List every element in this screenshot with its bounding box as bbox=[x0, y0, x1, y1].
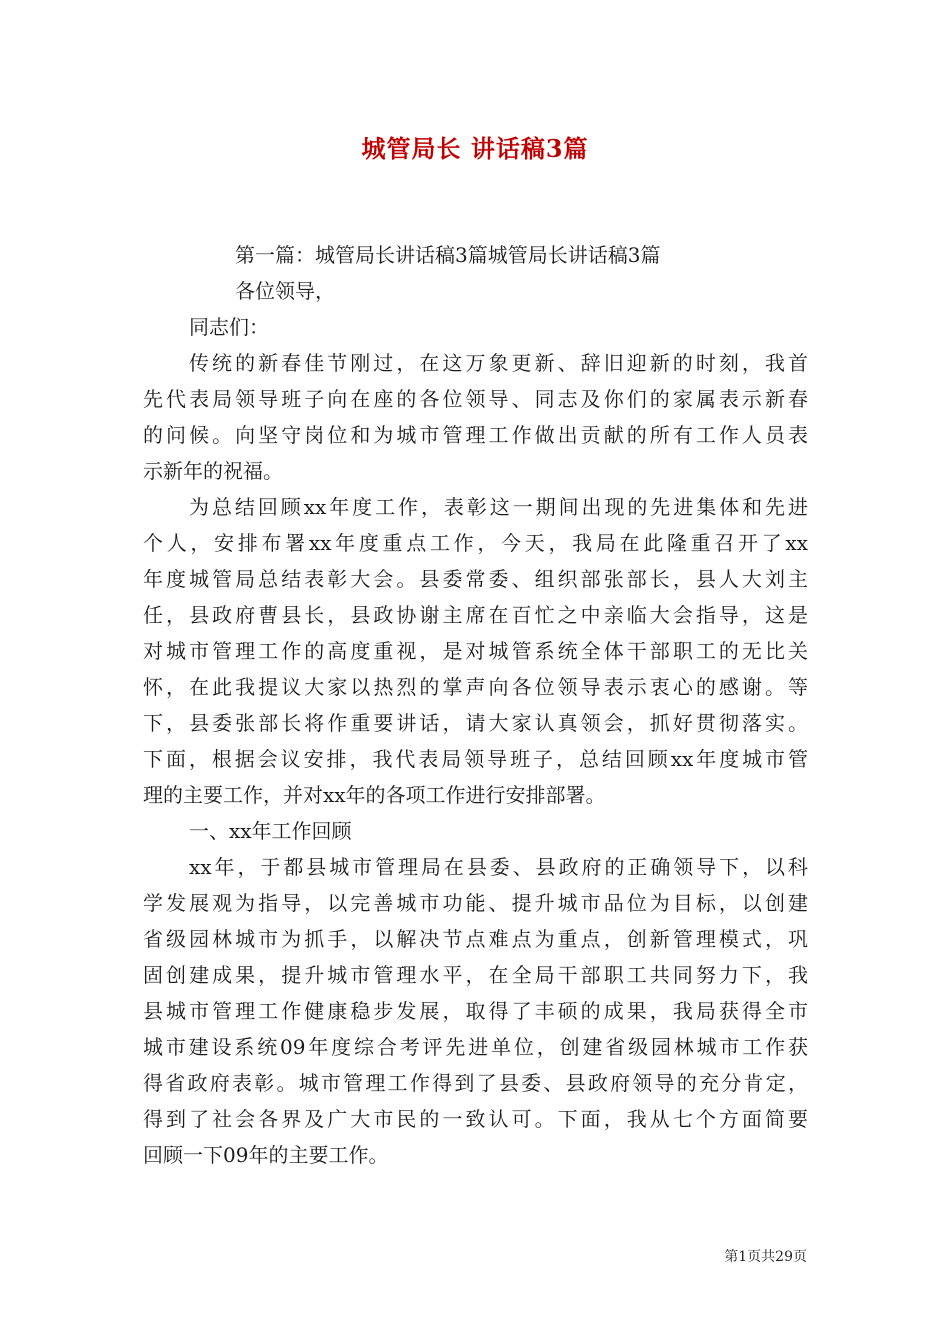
text-line: 得到了社会各界及广大市民的一致认可。下面，我从七个方面简要 bbox=[143, 1107, 808, 1131]
text-line: 县城市管理工作健康稳步发展，取得了丰硕的成果，我局获得全市 bbox=[143, 999, 808, 1023]
text-line: 年度城管局总结表彰大会。县委常委、组织部张部长，县人大刘主 bbox=[143, 567, 808, 591]
text-line: 任，县政府曹县长，县政协谢主席在百忙之中亲临大会指导，这是 bbox=[143, 603, 808, 627]
text-line: 固创建成果，提升城市管理水平，在全局干部职工共同努力下，我 bbox=[143, 963, 808, 987]
text-line: 传统的新春佳节刚过，在这万象更新、辞旧迎新的时刻，我首 bbox=[189, 351, 808, 375]
text-line: 回顾一下09年的主要工作。 bbox=[143, 1143, 389, 1167]
text-line: 下面，根据会议安排，我代表局领导班子，总结回顾xx年度城市管 bbox=[143, 747, 808, 771]
text-line: 学发展观为指导，以完善城市功能、提升城市品位为目标，以创建 bbox=[143, 891, 808, 915]
text-line: 对城市管理工作的高度重视，是对城管系统全体干部职工的无比关 bbox=[143, 639, 808, 663]
page-number: 第1页共29页 bbox=[724, 1249, 807, 1265]
text-line: 怀，在此我提议大家以热烈的掌声向各位领导表示衷心的感谢。等 bbox=[143, 675, 808, 699]
text-line: 第一篇：城管局长讲话稿3篇城管局长讲话稿3篇 bbox=[235, 243, 661, 267]
text-line: 下，县委张部长将作重要讲话，请大家认真领会，抓好贯彻落实。 bbox=[143, 711, 808, 735]
text-line: 为总结回顾xx年度工作，表彰这一期间出现的先进集体和先进 bbox=[189, 495, 808, 519]
text-line: 各位领导， bbox=[235, 279, 335, 303]
text-line: 的问候。向坚守岗位和为城市管理工作做出贡献的所有工作人员表 bbox=[143, 423, 808, 447]
text-line: 城市建设系统09年度综合考评先进单位，创建省级园林城市工作获 bbox=[143, 1035, 808, 1059]
text-line: 示新年的祝福。 bbox=[143, 459, 283, 483]
text-line: xx年，于都县城市管理局在县委、县政府的正确领导下，以科 bbox=[189, 855, 808, 879]
text-line: 先代表局领导班子向在座的各位领导、同志及你们的家属表示新春 bbox=[143, 387, 808, 411]
text-line: 同志们： bbox=[189, 315, 269, 339]
text-line: 个人，安排布署xx年度重点工作，今天，我局在此隆重召开了xx bbox=[143, 531, 808, 555]
document-body bbox=[143, 237, 808, 1173]
document-title: 城管局长 讲话稿3篇 bbox=[361, 134, 589, 163]
text-line: 一、xx年工作回顾 bbox=[189, 819, 352, 843]
text-line: 得省政府表彰。城市管理工作得到了县委、县政府领导的充分肯定， bbox=[143, 1071, 808, 1095]
text-line: 理的主要工作，并对xx年的各项工作进行安排部署。 bbox=[143, 783, 606, 807]
text-line: 省级园林城市为抓手，以解决节点难点为重点，创新管理模式，巩 bbox=[143, 927, 808, 951]
